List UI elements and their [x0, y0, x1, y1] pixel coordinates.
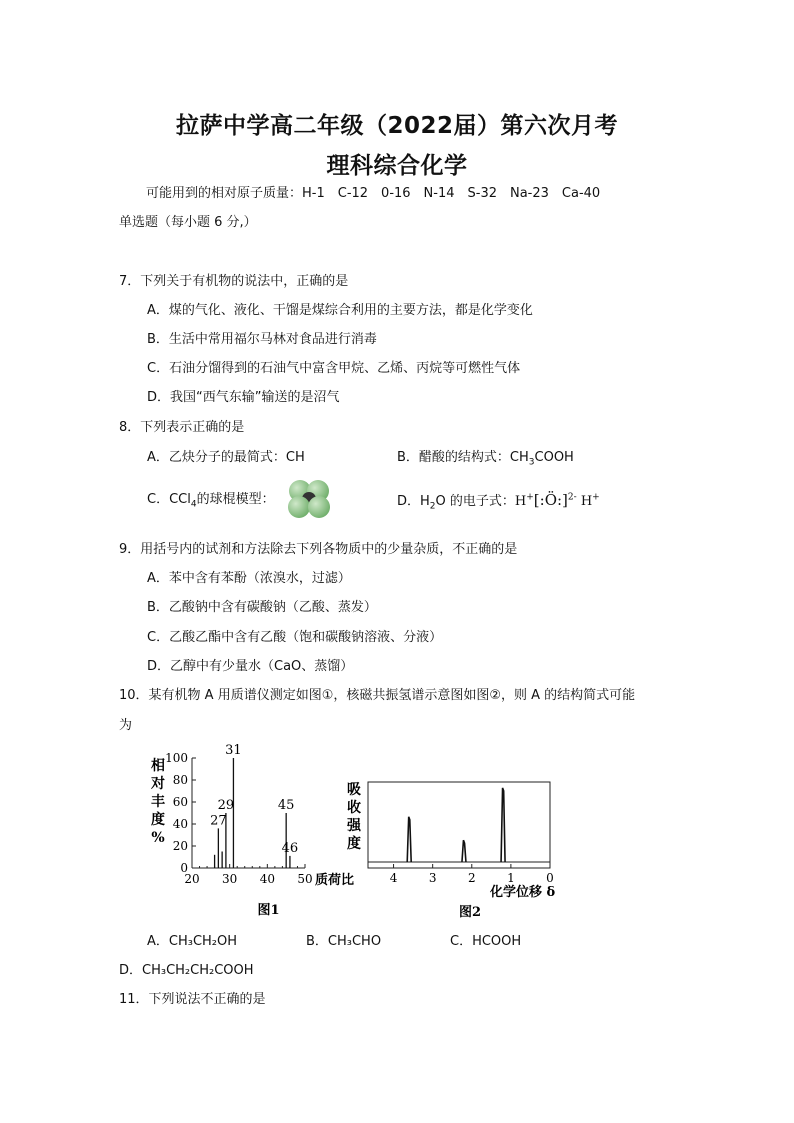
q9-option-c: C．乙酸乙酯中含有乙酸（饱和碳酸钠溶液、分液） [147, 630, 443, 645]
y-axis-label-char: 相 [151, 758, 165, 774]
q10-option-c: C．HCOOH [450, 934, 522, 949]
mass-peak-label: 29 [217, 798, 235, 813]
q11-stem: 11．下列说法不正确的是 [119, 992, 266, 1007]
q10-option-b: B．CH₃CHO [306, 934, 382, 949]
y-tick-label: 80 [172, 773, 188, 787]
nmr-peak [501, 788, 505, 862]
page-subtitle: 理科综合化学 [326, 153, 468, 179]
q8-option-c: C．CCl$_4$的球棍模型： [147, 492, 275, 510]
q9-option-b: B．乙酸钠中含有碳酸钠（乙酸、蒸发） [147, 600, 377, 615]
nmr-peak [407, 817, 411, 862]
x-tick-label: 0 [546, 871, 554, 885]
y-axis-label-char: 强 [347, 818, 361, 834]
y-tick-label: 0 [180, 861, 188, 875]
electron-formula: H+[:Ö:]$^{2-}$ H+ [514, 491, 600, 509]
x-tick-label: 40 [259, 872, 275, 886]
section-label: 单选题（每小题 6 分,） [119, 215, 257, 230]
page-title: 拉萨中学高二年级（2022届）第六次月考 [175, 113, 618, 139]
x-tick-label: 30 [222, 872, 238, 886]
x-tick-label: 20 [184, 872, 200, 886]
figure-caption: 图1 [257, 903, 280, 918]
q9-option-d: D．乙醇中有少量水（CaO、蒸馏） [147, 659, 354, 674]
y-axis-label-char: 度 [151, 812, 165, 828]
q8-option-d: D．$H_2O$ 的电子式：H+[:Ö:]$^{2-}$ H+ [397, 491, 600, 512]
nmr-peak [462, 840, 466, 862]
q9-stem: 9．用括号内的试剂和方法除去下列各物质中的少量杂质，不正确的是 [119, 542, 518, 557]
x-tick-label: 3 [428, 871, 437, 885]
q10-stem-line1: 10．某有机物 A 用质谱仪测定如图①，核磁共振氢谱示意图如图②，则 A 的结构简式可能 [119, 688, 636, 703]
q10-option-d: D．CH₃CH₂CH₂COOH [119, 963, 254, 978]
q7-stem: 7．下列关于有机物的说法中，正确的是 [119, 274, 349, 289]
y-axis-label-char: 收 [347, 800, 361, 816]
y-axis-label-char: 丰 [151, 794, 165, 810]
y-axis-label-char: 对 [151, 776, 165, 792]
y-axis-label-char: % [151, 830, 165, 846]
q8-option-a: A．乙炔分子的最简式：CH [147, 450, 305, 465]
q8-option-b: B．醋酸的结构式：$CH_3COOH$ [397, 450, 574, 468]
x-axis-label: 化学位移 δ [490, 885, 556, 900]
q7-option-c: C．石油分馏得到的石油气中富含甲烷、乙烯、丙烷等可燃性气体 [147, 361, 521, 376]
mass-spectrum-chart [140, 740, 370, 920]
plot-frame [368, 782, 550, 868]
x-tick-label: 4 [389, 871, 398, 885]
atomic-masses: 可能用到的相对原子质量：H-1 C-12 0-16 N-14 S-32 Na-23 Ca-40 [146, 186, 601, 201]
x-axis-label: 质荷比 [315, 873, 355, 888]
mass-peak-label: 45 [277, 798, 295, 813]
y-tick-label: 100 [165, 751, 188, 765]
x-tick-label: 50 [297, 872, 313, 886]
q7-option-a: A．煤的气化、液化、干馏是煤综合利用的主要方法，都是化学变化 [147, 303, 533, 318]
ccl4-model-image [286, 477, 332, 521]
q9-option-a: A．苯中含有苯酚（浓溴水，过滤） [147, 571, 351, 586]
x-tick-label: 1 [507, 871, 515, 885]
q8-stem: 8．下列表示正确的是 [119, 420, 245, 435]
q10-stem-line2: 为 [119, 718, 133, 733]
mass-peak-label: 31 [225, 743, 242, 758]
y-tick-label: 20 [172, 839, 188, 853]
mass-peak-label: 46 [281, 840, 299, 856]
figure-caption: 图2 [458, 905, 482, 920]
q10-option-a: A．CH₃CH₂OH [147, 934, 238, 949]
q7-option-d: D．我国“西气东输”输送的是沼气 [147, 390, 340, 405]
q7-option-b: B．生活中常用福尔马林对食品进行消毒 [147, 332, 377, 347]
mass-peak-label: 27 [210, 813, 227, 829]
y-tick-label: 60 [172, 795, 188, 809]
x-tick-label: 2 [467, 871, 476, 885]
nmr-spectrum-chart [340, 774, 570, 920]
y-axis-label-char: 吸 [347, 782, 361, 798]
y-axis-label-char: 度 [347, 836, 361, 852]
y-tick-label: 40 [172, 817, 188, 831]
